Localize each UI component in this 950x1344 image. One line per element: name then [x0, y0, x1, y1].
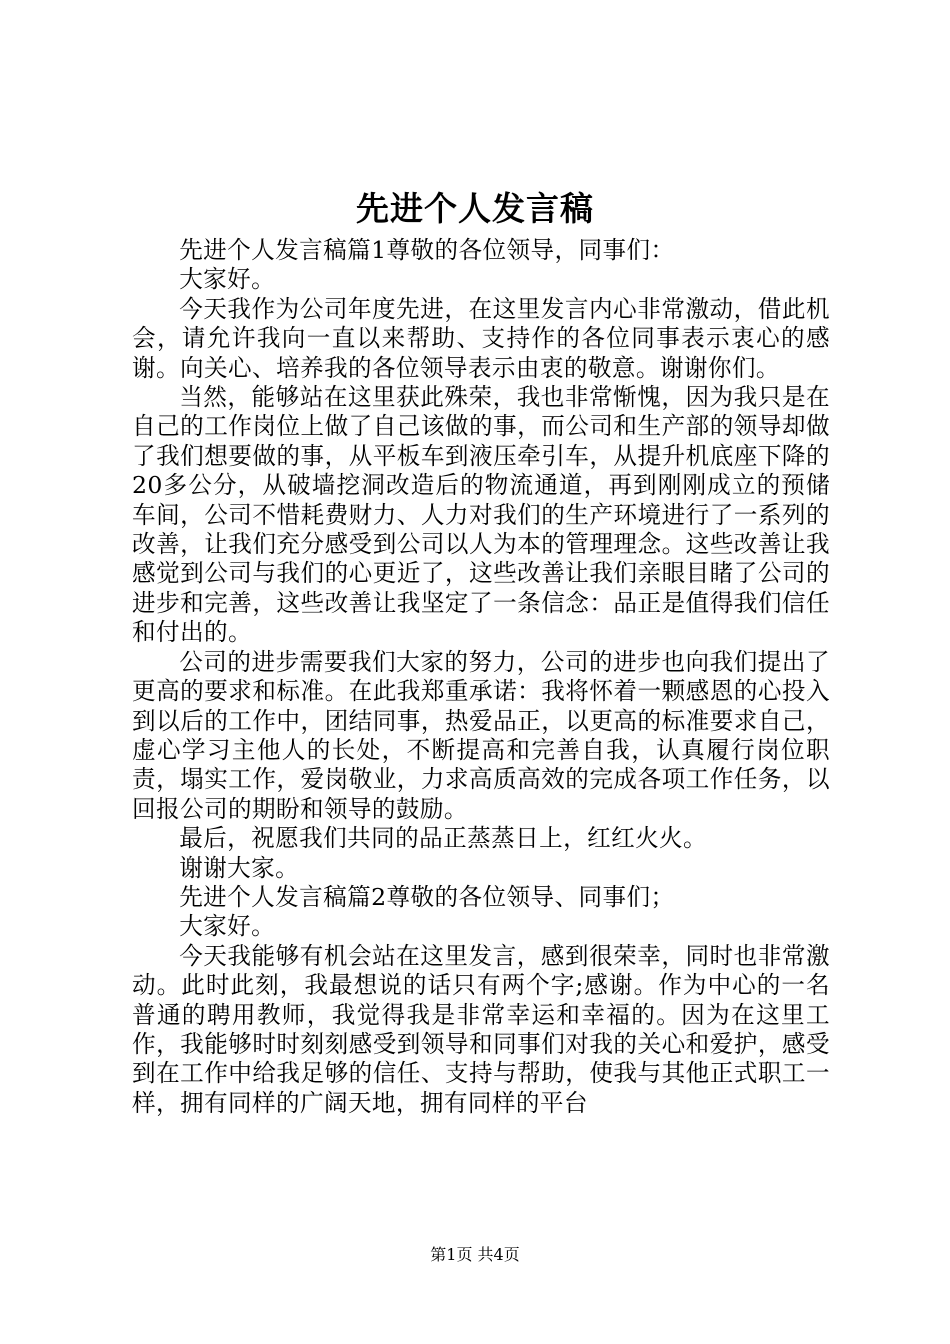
paragraph-thanks: 谢谢大家。 [179, 853, 300, 882]
page-number-footer: 第1页 共4页 [430, 1245, 520, 1264]
document-body [132, 236, 830, 1118]
paragraph-heading-1: 先进个人发言稿篇1尊敬的各位领导，同事们： [179, 236, 675, 264]
paragraph: 今天我作为公司年度先进，在这里发言内心非常激动，借此机会，请允许我向一直以来帮助、支持作的各位同事表示衷心的感谢。向关心、培养我的各位领导表示由衷的敬意。谢谢你们。 [132, 294, 830, 382]
paragraph-greeting-2: 大家好。 [179, 912, 276, 941]
paragraph-heading-2: 先进个人发言稿篇2尊敬的各位领导、同事们； [179, 882, 675, 911]
paragraph-greeting-1: 大家好。 [179, 265, 276, 294]
paragraph: 公司的进步需要我们大家的努力，公司的进步也向我们提出了更高的要求和标准。在此我郑重承诺：我将怀着一颗感恩的心投入到以后的工作中，团结同事，热爱品正，以更高的标准要求自己，虚心学习主他人的长处，不断提高和完善自我，认真履行岗位职责，塌实工作，爱岗敬业，力求高质高效的完成各项工作任务，以回报公司的期盼和领导的鼓励。 [132, 647, 830, 823]
document-title: 先进个人发言稿 [356, 189, 594, 228]
paragraph: 今天我能够有机会站在这里发言，感到很荣幸，同时也非常激动。此时此刻，我最想说的话只有两个字;感谢。作为中心的一名普通的聘用教师，我觉得我是非常幸运和幸福的。因为在这里工作，我能够时时刻刻感受到领导和同事们对我的关心和爱护，感受到在工作中给我足够的信任、支持与帮助，使我与其他正式职工一样，拥有同样的广阔天地，拥有同样的平台 [132, 941, 830, 1117]
paragraph: 最后，祝愿我们共同的品正蒸蒸日上，红红火火。 [179, 824, 708, 853]
paragraph: 当然，能够站在这里获此殊荣，我也非常惭愧，因为我只是在自己的工作岗位上做了自己该做的事，而公司和生产部的领导却做了我们想要做的事，从平板车到液压牵引车，从提升机底座下降的20多公分，从破墙挖洞改造后的物流通道，再到刚刚成立的预储车间，公司不惜耗费财力、人力对我们的生产环境进行了一系列的改善，让我们充分感受到公司以人为本的管理理念。这些改善让我感觉到公司与我们的心更近了，这些改善让我们亲眼目睹了公司的进步和完善，这些改善让我坚定了一条信念：品正是值得我们信任和付出的。 [132, 383, 830, 647]
